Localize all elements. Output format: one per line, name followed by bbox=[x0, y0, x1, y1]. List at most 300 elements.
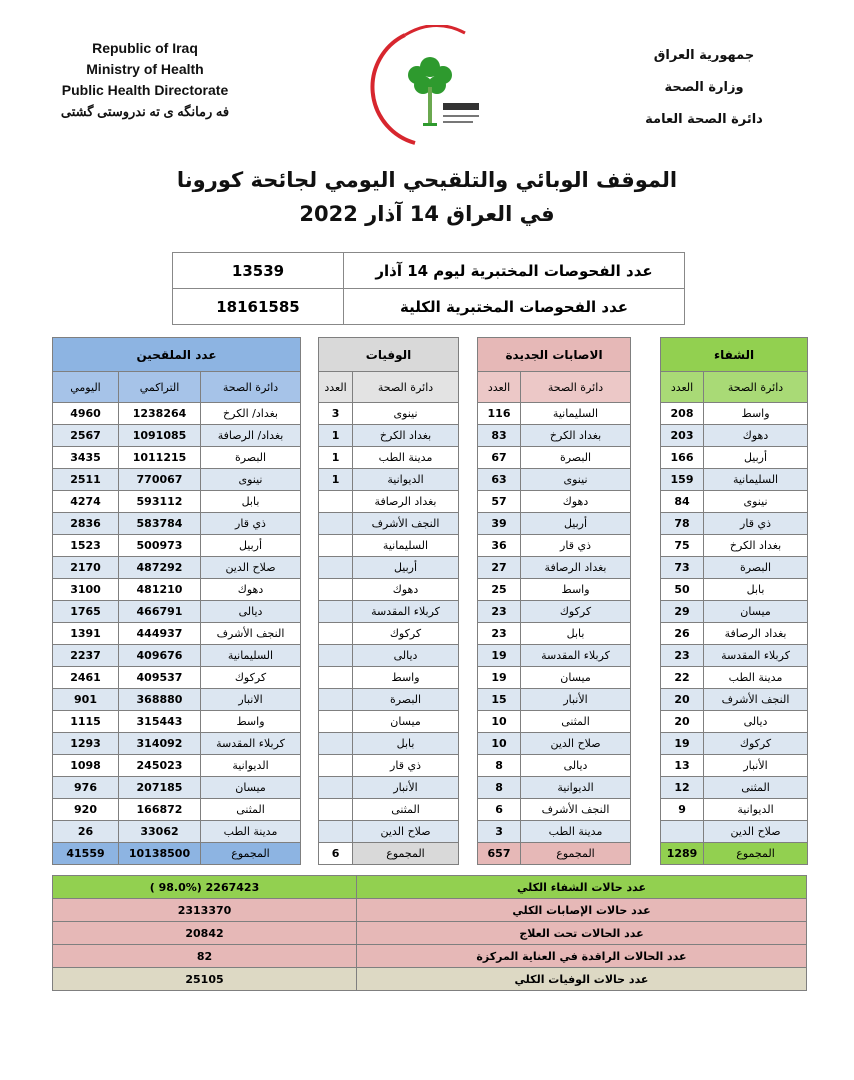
vaccinated-dept-cell: واسط bbox=[201, 711, 301, 733]
vaccinated-dept-cell: الديوانية bbox=[201, 755, 301, 777]
deaths-dept-cell: البصرة bbox=[353, 689, 459, 711]
vaccinated-dept-cell: مدينة الطب bbox=[201, 821, 301, 843]
table-row bbox=[53, 535, 808, 557]
totals-row bbox=[53, 843, 808, 865]
cases-dept-cell: كربلاء المقدسة bbox=[521, 645, 631, 667]
recovery-dept-cell: مدينة الطب bbox=[704, 667, 808, 689]
spacer bbox=[459, 579, 478, 601]
vaccinated-cumulative-cell: 409676 bbox=[119, 645, 201, 667]
table-row bbox=[53, 447, 808, 469]
total-label: المجموع bbox=[201, 843, 301, 865]
summary-row bbox=[53, 876, 807, 899]
cases-count-cell: 10 bbox=[478, 733, 521, 755]
recovery-dept-cell: ديالى bbox=[704, 711, 808, 733]
cases-dept-cell: بغداد الرصافة bbox=[521, 557, 631, 579]
total-tests-row bbox=[173, 289, 685, 325]
recovery-count-cell: 23 bbox=[661, 645, 704, 667]
cases-dept-cell: البصرة bbox=[521, 447, 631, 469]
vaccinated-cumulative-cell: 593112 bbox=[119, 491, 201, 513]
deaths-count-cell: 3 bbox=[319, 403, 353, 425]
deaths-dept-cell: نينوى bbox=[353, 403, 459, 425]
deaths-count-cell bbox=[319, 689, 353, 711]
spacer bbox=[631, 535, 661, 557]
vaccinated-daily-cell: 976 bbox=[53, 777, 119, 799]
total-deaths: 6 bbox=[319, 843, 353, 865]
deaths-count-cell bbox=[319, 623, 353, 645]
spacer bbox=[459, 799, 478, 821]
spacer bbox=[631, 579, 661, 601]
vaccinated-dept-cell: كركوك bbox=[201, 667, 301, 689]
deaths-dept-cell: واسط bbox=[353, 667, 459, 689]
cases-count-cell: 15 bbox=[478, 689, 521, 711]
cases-dept-cell: الديوانية bbox=[521, 777, 631, 799]
table-row bbox=[53, 755, 808, 777]
table-row bbox=[53, 579, 808, 601]
vaccinated-dept-cell: بغداد/ الرصافة bbox=[201, 425, 301, 447]
spacer bbox=[631, 403, 661, 425]
col-recovery-dept: دائرة الصحة bbox=[704, 372, 808, 403]
spacer bbox=[301, 623, 319, 645]
vaccinated-cumulative-cell: 487292 bbox=[119, 557, 201, 579]
table-row bbox=[53, 821, 808, 843]
recovery-count-cell: 29 bbox=[661, 601, 704, 623]
summary-label: عدد حالات الإصابات الكلي bbox=[357, 899, 807, 922]
lab-tests-table bbox=[172, 252, 685, 325]
daily-tests-label: عدد الفحوصات المختبرية ليوم 14 آذار bbox=[344, 253, 685, 289]
vaccinated-daily-cell: 1523 bbox=[53, 535, 119, 557]
recovery-count-cell: 208 bbox=[661, 403, 704, 425]
cases-dept-cell: كركوك bbox=[521, 601, 631, 623]
cases-count-cell: 8 bbox=[478, 777, 521, 799]
spacer bbox=[459, 491, 478, 513]
col-cases-dept: دائرة الصحة bbox=[521, 372, 631, 403]
vaccinated-cumulative-cell: 583784 bbox=[119, 513, 201, 535]
spacer bbox=[301, 755, 319, 777]
cases-dept-cell: بابل bbox=[521, 623, 631, 645]
deaths-dept-cell: السليمانية bbox=[353, 535, 459, 557]
vaccinated-daily-cell: 920 bbox=[53, 799, 119, 821]
vaccinated-cumulative-cell: 1091085 bbox=[119, 425, 201, 447]
spacer bbox=[301, 843, 319, 865]
cases-dept-cell: بغداد الكرخ bbox=[521, 425, 631, 447]
section-header-row bbox=[53, 338, 808, 372]
summary-row bbox=[53, 968, 807, 991]
daily-tests-row bbox=[173, 253, 685, 289]
spacer bbox=[631, 601, 661, 623]
cases-dept-cell: أربيل bbox=[521, 513, 631, 535]
summary-label: عدد حالات الوفيات الكلي bbox=[357, 968, 807, 991]
spacer bbox=[631, 469, 661, 491]
deaths-count-cell bbox=[319, 733, 353, 755]
header-line: Republic of Iraq bbox=[92, 40, 198, 56]
col-vaccinated-daily: اليومي bbox=[53, 372, 119, 403]
deaths-dept-cell: بابل bbox=[353, 733, 459, 755]
vaccinated-cumulative-cell: 166872 bbox=[119, 799, 201, 821]
deaths-dept-cell: الديوانية bbox=[353, 469, 459, 491]
col-deaths-dept: دائرة الصحة bbox=[353, 372, 459, 403]
column-header-row bbox=[53, 372, 808, 403]
vaccinated-cumulative-cell: 1011215 bbox=[119, 447, 201, 469]
recovery-count-cell: 203 bbox=[661, 425, 704, 447]
recovery-dept-cell: كربلاء المقدسة bbox=[704, 645, 808, 667]
spacer bbox=[459, 755, 478, 777]
spacer bbox=[631, 755, 661, 777]
spacer bbox=[301, 645, 319, 667]
recovery-dept-cell: المثنى bbox=[704, 777, 808, 799]
vaccinated-dept-cell: السليمانية bbox=[201, 645, 301, 667]
spacer bbox=[459, 821, 478, 843]
spacer bbox=[631, 491, 661, 513]
summary-label: عدد الحالات تحت العلاج bbox=[357, 922, 807, 945]
vaccinated-cumulative-cell: 315443 bbox=[119, 711, 201, 733]
recovery-dept-cell: أربيل bbox=[704, 447, 808, 469]
recovery-dept-cell: واسط bbox=[704, 403, 808, 425]
vaccinated-dept-cell: البصرة bbox=[201, 447, 301, 469]
vaccinated-dept-cell: أربيل bbox=[201, 535, 301, 557]
cases-count-cell: 39 bbox=[478, 513, 521, 535]
spacer bbox=[631, 513, 661, 535]
spacer bbox=[459, 623, 478, 645]
deaths-count-cell bbox=[319, 667, 353, 689]
recovery-dept-cell: السليمانية bbox=[704, 469, 808, 491]
table-row bbox=[53, 777, 808, 799]
spacer bbox=[631, 799, 661, 821]
vaccinated-dept-cell: بابل bbox=[201, 491, 301, 513]
table-row bbox=[53, 403, 808, 425]
recovery-section-title: الشفاء bbox=[661, 338, 808, 372]
table-body bbox=[53, 403, 808, 843]
cases-dept-cell: صلاح الدين bbox=[521, 733, 631, 755]
deaths-count-cell bbox=[319, 513, 353, 535]
spacer bbox=[301, 579, 319, 601]
vaccinated-dept-cell: بغداد/ الكرخ bbox=[201, 403, 301, 425]
total-label: المجموع bbox=[353, 843, 459, 865]
spacer bbox=[459, 689, 478, 711]
spacer bbox=[301, 711, 319, 733]
spacer bbox=[301, 372, 319, 403]
recovery-count-cell: 159 bbox=[661, 469, 704, 491]
report-title: الموقف الوبائي والتلقيحي اليومي لجائحة كورونا bbox=[176, 168, 678, 192]
spacer bbox=[459, 843, 478, 865]
spacer bbox=[459, 447, 478, 469]
recovery-count-cell: 166 bbox=[661, 447, 704, 469]
daily-tests-value: 13539 bbox=[173, 253, 344, 289]
table-row bbox=[53, 689, 808, 711]
total-vaccinated-daily: 41559 bbox=[53, 843, 119, 865]
col-vaccinated-cumulative: التراكمي bbox=[119, 372, 201, 403]
table-row bbox=[53, 557, 808, 579]
total-label: المجموع bbox=[521, 843, 631, 865]
total-label: المجموع bbox=[704, 843, 808, 865]
spacer bbox=[459, 601, 478, 623]
recovery-count-cell: 75 bbox=[661, 535, 704, 557]
vaccinated-daily-cell: 2237 bbox=[53, 645, 119, 667]
spacer bbox=[301, 513, 319, 535]
recovery-dept-cell: دهوك bbox=[704, 425, 808, 447]
spacer bbox=[301, 777, 319, 799]
vaccinated-daily-cell: 1098 bbox=[53, 755, 119, 777]
recovery-count-cell bbox=[661, 821, 704, 843]
vaccinated-daily-cell: 26 bbox=[53, 821, 119, 843]
spacer bbox=[301, 557, 319, 579]
recovery-count-cell: 19 bbox=[661, 733, 704, 755]
table-row bbox=[53, 667, 808, 689]
summary-row bbox=[53, 922, 807, 945]
recovery-dept-cell: بغداد الكرخ bbox=[704, 535, 808, 557]
vaccinated-daily-cell: 2836 bbox=[53, 513, 119, 535]
vaccinated-cumulative-cell: 481210 bbox=[119, 579, 201, 601]
summary-label: عدد الحالات الراقدة في العناية المركزة bbox=[357, 945, 807, 968]
spacer bbox=[301, 689, 319, 711]
vaccinated-daily-cell: 2511 bbox=[53, 469, 119, 491]
table-row bbox=[53, 645, 808, 667]
cases-count-cell: 57 bbox=[478, 491, 521, 513]
summary-table bbox=[52, 875, 807, 991]
spacer bbox=[301, 821, 319, 843]
spacer bbox=[301, 469, 319, 491]
spacer bbox=[459, 667, 478, 689]
recovery-dept-cell: نينوى bbox=[704, 491, 808, 513]
table-row bbox=[53, 711, 808, 733]
recovery-count-cell: 13 bbox=[661, 755, 704, 777]
spacer bbox=[631, 733, 661, 755]
spacer bbox=[459, 733, 478, 755]
deaths-section-title: الوفيات bbox=[319, 338, 459, 372]
cases-count-cell: 10 bbox=[478, 711, 521, 733]
recovery-dept-cell: بغداد الرصافة bbox=[704, 623, 808, 645]
spacer bbox=[301, 338, 319, 372]
deaths-count-cell bbox=[319, 777, 353, 799]
summary-value: 20842 bbox=[53, 922, 357, 945]
spacer bbox=[301, 491, 319, 513]
deaths-dept-cell: ذي قار bbox=[353, 755, 459, 777]
cases-section-title: الاصابات الجديدة bbox=[478, 338, 631, 372]
recovery-count-cell: 78 bbox=[661, 513, 704, 535]
total-vaccinated-cumulative: 10138500 bbox=[119, 843, 201, 865]
spacer bbox=[459, 403, 478, 425]
table-row bbox=[53, 491, 808, 513]
kurdish-header-line: فه رمانگه ی ته ندروستی گشتی bbox=[60, 104, 230, 119]
header-line: وزارة الصحة bbox=[664, 80, 744, 95]
spacer bbox=[631, 689, 661, 711]
spacer bbox=[631, 338, 661, 372]
spacer bbox=[459, 513, 478, 535]
spacer bbox=[301, 535, 319, 557]
deaths-dept-cell: ميسان bbox=[353, 711, 459, 733]
table-row bbox=[53, 469, 808, 491]
recovery-count-cell: 73 bbox=[661, 557, 704, 579]
spacer bbox=[301, 403, 319, 425]
arabic-header bbox=[624, 40, 784, 136]
deaths-dept-cell: مدينة الطب bbox=[353, 447, 459, 469]
vaccinated-daily-cell: 1765 bbox=[53, 601, 119, 623]
spacer bbox=[459, 777, 478, 799]
cases-count-cell: 63 bbox=[478, 469, 521, 491]
recovery-count-cell: 20 bbox=[661, 689, 704, 711]
summary-row bbox=[53, 945, 807, 968]
deaths-dept-cell: النجف الأشرف bbox=[353, 513, 459, 535]
deaths-count-cell bbox=[319, 711, 353, 733]
cases-dept-cell: المثنى bbox=[521, 711, 631, 733]
total-tests-label: عدد الفحوصات المختبرية الكلية bbox=[344, 289, 685, 325]
recovery-dept-cell: صلاح الدين bbox=[704, 821, 808, 843]
vaccinated-cumulative-cell: 466791 bbox=[119, 601, 201, 623]
vaccinated-cumulative-cell: 1238264 bbox=[119, 403, 201, 425]
recovery-dept-cell: كركوك bbox=[704, 733, 808, 755]
spacer bbox=[631, 667, 661, 689]
spacer bbox=[459, 645, 478, 667]
deaths-count-cell bbox=[319, 799, 353, 821]
spacer bbox=[301, 601, 319, 623]
deaths-count-cell bbox=[319, 645, 353, 667]
vaccinated-daily-cell: 1391 bbox=[53, 623, 119, 645]
recovery-dept-cell: البصرة bbox=[704, 557, 808, 579]
spacer bbox=[631, 557, 661, 579]
cases-dept-cell: واسط bbox=[521, 579, 631, 601]
recovery-count-cell: 26 bbox=[661, 623, 704, 645]
deaths-count-cell bbox=[319, 557, 353, 579]
deaths-count-cell bbox=[319, 491, 353, 513]
vaccinated-cumulative-cell: 245023 bbox=[119, 755, 201, 777]
vaccinated-daily-cell: 901 bbox=[53, 689, 119, 711]
vaccinated-dept-cell: النجف الأشرف bbox=[201, 623, 301, 645]
cases-dept-cell: النجف الأشرف bbox=[521, 799, 631, 821]
vaccinated-dept-cell: كربلاء المقدسة bbox=[201, 733, 301, 755]
vaccinated-dept-cell: ديالى bbox=[201, 601, 301, 623]
cases-count-cell: 19 bbox=[478, 645, 521, 667]
header-line: دائرة الصحة العامة bbox=[645, 112, 763, 127]
deaths-dept-cell: كركوك bbox=[353, 623, 459, 645]
vaccinated-cumulative-cell: 409537 bbox=[119, 667, 201, 689]
spacer bbox=[459, 338, 478, 372]
cases-dept-cell: السليمانية bbox=[521, 403, 631, 425]
deaths-dept-cell: ديالى bbox=[353, 645, 459, 667]
table-row bbox=[53, 733, 808, 755]
deaths-dept-cell: أربيل bbox=[353, 557, 459, 579]
spacer bbox=[459, 372, 478, 403]
cases-count-cell: 67 bbox=[478, 447, 521, 469]
table-row bbox=[53, 425, 808, 447]
deaths-dept-cell: كربلاء المقدسة bbox=[353, 601, 459, 623]
deaths-dept-cell: بغداد الرصافة bbox=[353, 491, 459, 513]
deaths-count-cell bbox=[319, 535, 353, 557]
spacer bbox=[631, 821, 661, 843]
summary-value: 2313370 bbox=[53, 899, 357, 922]
col-deaths-count: العدد bbox=[319, 372, 353, 403]
vaccinated-cumulative-cell: 770067 bbox=[119, 469, 201, 491]
cases-dept-cell: الأنبار bbox=[521, 689, 631, 711]
recovery-dept-cell: ميسان bbox=[704, 601, 808, 623]
header-line: جمهورية العراق bbox=[653, 48, 755, 63]
total-recovery: 1289 bbox=[661, 843, 704, 865]
cases-count-cell: 8 bbox=[478, 755, 521, 777]
vaccinated-dept-cell: ميسان bbox=[201, 777, 301, 799]
spacer bbox=[301, 799, 319, 821]
recovery-count-cell: 9 bbox=[661, 799, 704, 821]
recovery-dept-cell: بابل bbox=[704, 579, 808, 601]
total-cases: 657 bbox=[478, 843, 521, 865]
recovery-count-cell: 20 bbox=[661, 711, 704, 733]
recovery-dept-cell: الديوانية bbox=[704, 799, 808, 821]
vaccinated-cumulative-cell: 500973 bbox=[119, 535, 201, 557]
summary-label: عدد حالات الشفاء الكلي bbox=[357, 876, 807, 899]
header-line: Public Health Directorate bbox=[61, 82, 229, 98]
table-row bbox=[53, 799, 808, 821]
total-tests-value: 18161585 bbox=[173, 289, 344, 325]
vaccinated-cumulative-cell: 368880 bbox=[119, 689, 201, 711]
deaths-dept-cell: صلاح الدين bbox=[353, 821, 459, 843]
recovery-dept-cell: النجف الأشرف bbox=[704, 689, 808, 711]
summary-value: 82 bbox=[53, 945, 357, 968]
summary-value: ( 98.0%) 2267423 bbox=[53, 876, 357, 899]
vaccinated-cumulative-cell: 444937 bbox=[119, 623, 201, 645]
vaccinated-daily-cell: 2461 bbox=[53, 667, 119, 689]
spacer bbox=[301, 447, 319, 469]
spacer bbox=[459, 469, 478, 491]
deaths-dept-cell: دهوك bbox=[353, 579, 459, 601]
vaccinated-dept-cell: ذي قار bbox=[201, 513, 301, 535]
cases-dept-cell: مدينة الطب bbox=[521, 821, 631, 843]
deaths-dept-cell: المثنى bbox=[353, 799, 459, 821]
spacer bbox=[459, 535, 478, 557]
header-line: Ministry of Health bbox=[86, 61, 204, 77]
recovery-dept-cell: ذي قار bbox=[704, 513, 808, 535]
cases-count-cell: 3 bbox=[478, 821, 521, 843]
deaths-count-cell: 1 bbox=[319, 425, 353, 447]
summary-row bbox=[53, 899, 807, 922]
cases-dept-cell: ديالى bbox=[521, 755, 631, 777]
vaccinated-cumulative-cell: 314092 bbox=[119, 733, 201, 755]
vaccinated-daily-cell: 3435 bbox=[53, 447, 119, 469]
vaccinated-cumulative-cell: 207185 bbox=[119, 777, 201, 799]
vaccinated-daily-cell: 2170 bbox=[53, 557, 119, 579]
spacer bbox=[631, 372, 661, 403]
spacer bbox=[459, 425, 478, 447]
report-date: في العراق 14 آذار 2022 bbox=[299, 202, 555, 226]
cases-count-cell: 25 bbox=[478, 579, 521, 601]
deaths-count-cell: 1 bbox=[319, 469, 353, 491]
cases-count-cell: 23 bbox=[478, 601, 521, 623]
cases-count-cell: 6 bbox=[478, 799, 521, 821]
cases-dept-cell: نينوى bbox=[521, 469, 631, 491]
col-cases-count: العدد bbox=[478, 372, 521, 403]
cases-count-cell: 23 bbox=[478, 623, 521, 645]
deaths-count-cell bbox=[319, 601, 353, 623]
vaccinated-section-title: عدد الملقحين bbox=[53, 338, 301, 372]
vaccinated-dept-cell: الانبار bbox=[201, 689, 301, 711]
deaths-count-cell: 1 bbox=[319, 447, 353, 469]
vaccinated-daily-cell: 4960 bbox=[53, 403, 119, 425]
recovery-count-cell: 84 bbox=[661, 491, 704, 513]
deaths-count-cell bbox=[319, 821, 353, 843]
recovery-count-cell: 22 bbox=[661, 667, 704, 689]
recovery-count-cell: 12 bbox=[661, 777, 704, 799]
vaccinated-daily-cell: 2567 bbox=[53, 425, 119, 447]
vaccinated-daily-cell: 4274 bbox=[53, 491, 119, 513]
spacer bbox=[301, 667, 319, 689]
summary-value: 25105 bbox=[53, 968, 357, 991]
province-statistics-table bbox=[52, 337, 808, 865]
vaccinated-dept-cell: نينوى bbox=[201, 469, 301, 491]
cases-count-cell: 116 bbox=[478, 403, 521, 425]
vaccinated-dept-cell: صلاح الدين bbox=[201, 557, 301, 579]
ministry-logo bbox=[355, 25, 525, 145]
cases-dept-cell: دهوك bbox=[521, 491, 631, 513]
spacer bbox=[459, 711, 478, 733]
col-vaccinated-dept: دائرة الصحة bbox=[201, 372, 301, 403]
spacer bbox=[459, 557, 478, 579]
english-header bbox=[40, 38, 250, 122]
